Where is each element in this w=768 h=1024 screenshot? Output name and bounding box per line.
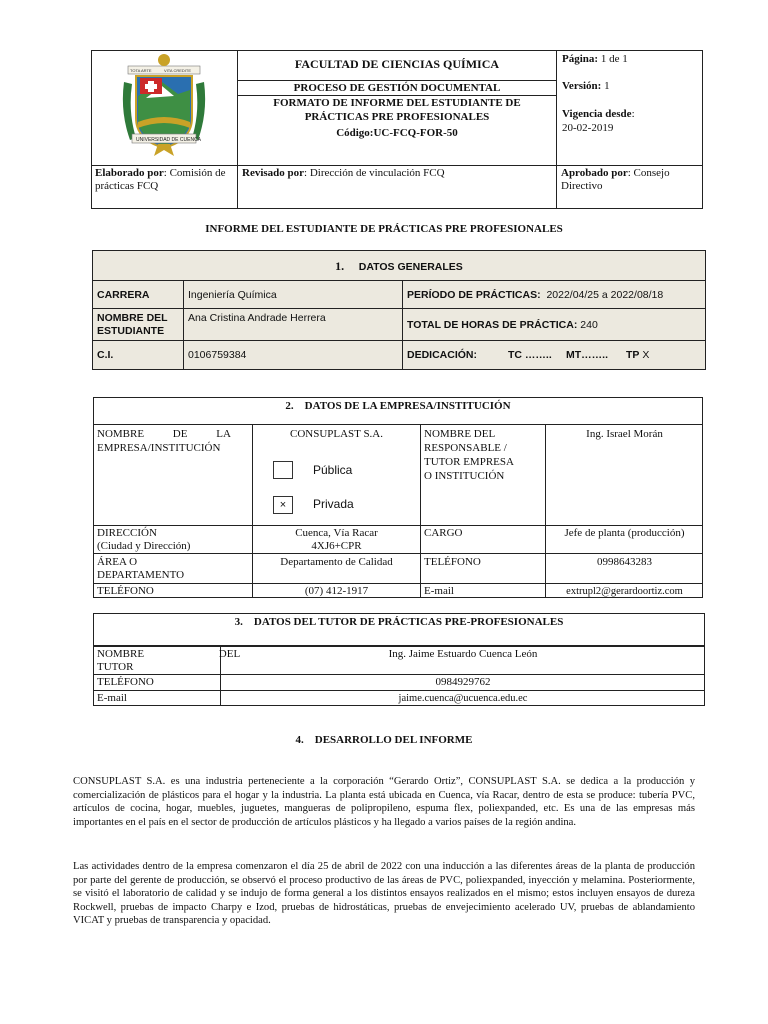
tutor-value: Ing. Jaime Estuardo Cuenca León xyxy=(388,648,538,660)
format-title-line2: PRÁCTICAS PRE PROFESIONALES xyxy=(304,111,490,123)
ci-value: 0106759384 xyxy=(188,349,247,361)
period-cell xyxy=(407,289,663,302)
document-code: Código:UC-FCQ-FOR-50 xyxy=(336,127,458,139)
header-divider xyxy=(91,165,703,166)
cargo-value: Jefe de planta (producción) xyxy=(564,527,685,539)
section1-divider xyxy=(92,340,706,341)
section3-heading xyxy=(93,616,705,629)
section2-divider xyxy=(93,525,703,526)
section1-heading xyxy=(92,260,706,274)
approved-cell: Aprobado por: Consejo Directivo xyxy=(561,167,670,192)
section1-heading-num: 1. xyxy=(335,259,345,273)
hours-value: 240 xyxy=(580,319,598,331)
company-value: CONSUPLAST S.A. xyxy=(289,428,384,440)
cargo-label: CARGO xyxy=(424,527,463,539)
header-divider xyxy=(237,80,556,81)
tutor-label-2: TUTOR xyxy=(97,661,134,673)
address-label-2: (Ciudad y Dirección) xyxy=(97,540,191,552)
reviewed-value: Dirección de vinculación FCQ xyxy=(309,167,445,179)
private-label: Privada xyxy=(313,497,354,511)
company-label-2: EMPRESA/INSTITUCIÓN xyxy=(97,442,221,454)
address-label-1: DIRECCIÓN xyxy=(97,527,157,539)
page-info xyxy=(562,53,628,66)
responsible-value: Ing. Israel Morán xyxy=(586,428,663,440)
dedication-mt: MT…….. xyxy=(566,349,608,361)
section2-heading-text: DATOS DE LA EMPRESA/INSTITUCIÓN xyxy=(304,400,511,412)
logo-text-left: TOTA ARTE xyxy=(130,68,152,73)
section2-divider xyxy=(252,424,253,598)
section1-divider xyxy=(92,308,706,309)
format-title-line1: FORMATO DE INFORME DEL ESTUDIANTE DE xyxy=(273,97,521,109)
elaborated-value: Comisión de prácticas FCQ xyxy=(95,167,226,192)
reviewed-cell: Revisado por: Dirección de vinculación FCQ xyxy=(242,167,445,179)
section3-heading-text: DATOS DEL TUTOR DE PRÁCTICAS PRE-PROFESIONALES xyxy=(253,616,564,628)
approved-value: Consejo Directivo xyxy=(561,167,670,192)
document-title: INFORME DEL ESTUDIANTE DE PRÁCTICAS PRE PROFESIONALES xyxy=(205,223,563,235)
section2-divider xyxy=(93,424,703,425)
responsible-label-1: NOMBRE DEL xyxy=(424,428,496,440)
hours-label: TOTAL DE HORAS DE PRÁCTICA: xyxy=(407,319,578,331)
validity-value: 20-02-2019 xyxy=(562,122,614,134)
hours-cell xyxy=(407,319,598,332)
version-label: Versión: xyxy=(562,80,602,92)
tutor-email-value[interactable]: jaime.cuenca@ucuenca.edu.ec xyxy=(398,693,528,704)
ci-label: C.I. xyxy=(97,349,114,361)
validity-label: Vigencia desde xyxy=(562,108,632,120)
dedication-label: DEDICACIÓN: xyxy=(407,349,477,361)
tutor-label-1: NOMBRE DEL xyxy=(97,648,241,660)
student-value: Ana Cristina Andrade Herrera xyxy=(188,312,326,324)
logo-text-right: VITA CREDITE xyxy=(164,68,192,73)
section2-divider xyxy=(93,583,703,584)
logo-text-bottom: UNIVERSIDAD DE CUENCA xyxy=(136,137,202,143)
section3-divider xyxy=(93,674,705,675)
responsible-phone-value: 0998643283 xyxy=(597,556,652,568)
dedication-tp-label: TP xyxy=(626,349,640,361)
section2-heading-num: 2. xyxy=(285,400,294,412)
report-paragraph-2: Las actividades dentro de la empresa comenzaron el día 25 de abril de 2022 con una inducción a las diferentes áreas de la planta de producción por parte del gerente de producción, se observó el proceso productivo de las áreas de PVC, poliexpanded, inyección y melamina. Posteriormente, se visitó el laboratorio de calidad y se indujo de forma general a los distintos ensayos realizados en el mismo; estos incluyen ensayos de dureza Rockwell, pruebas de impacto Charpy e Izod, pruebas de hidrostáticas, pruebas de envejecimiento acelerado UV, pruebas de ablandamiento VICAT y pruebas de transparencia y opacidad. xyxy=(73,861,695,927)
public-checkbox[interactable] xyxy=(273,461,293,479)
tutor-email-label: E-mail xyxy=(97,692,127,704)
dedication-tp-mark: X xyxy=(642,349,650,361)
section2-divider xyxy=(420,424,421,598)
elaborated-label: Elaborado por xyxy=(95,167,164,179)
section1-divider xyxy=(402,280,403,370)
company-email-label: E-mail xyxy=(424,585,454,597)
version-value: 1 xyxy=(604,80,610,92)
address-value-2: 4XJ6+CPR xyxy=(311,540,362,552)
responsible-label-3: TUTOR EMPRESA xyxy=(424,456,514,468)
company-phone-value: (07) 412-1917 xyxy=(304,585,369,597)
page-value: 1 de 1 xyxy=(600,53,628,65)
section4-heading-num: 4. xyxy=(295,734,304,746)
section2-heading xyxy=(93,400,703,413)
career-label: CARRERA xyxy=(97,289,150,301)
dedication-tp xyxy=(626,349,649,362)
report-paragraph-1: CONSUPLAST S.A. es una industria perteneciente a la corporación “Gerardo Ortiz”, CONSUPLAST S.A. se dedica a la producción y comercialización de plásticos para el hogar y la industria. La planta está ubicada en Cuenca, vía Racar, dentro de esta se produce: tubería PVC, artículos de cocina, hogar, muebles, juguetes, mangueras de polipropileno, espuma flex, poliexpanded, etc. Es una de las empresas más importantes en el país en el sector de producción de artículos plásticos y ha llegado a varios países de la región andina. xyxy=(73,776,695,828)
period-value: 2022/04/25 a 2022/08/18 xyxy=(546,289,664,301)
header-divider xyxy=(556,50,557,209)
section2-divider xyxy=(545,424,546,598)
tutor-phone-value: 0984929762 xyxy=(435,676,491,688)
header-divider xyxy=(237,95,556,96)
section1-heading-text: DATOS GENERALES xyxy=(358,261,463,273)
private-checkbox[interactable]: × xyxy=(273,496,293,514)
company-label-1-text: NOMBRE DE LA xyxy=(97,428,231,440)
section1-divider xyxy=(92,280,706,281)
public-label: Pública xyxy=(313,463,353,477)
student-label-2: ESTUDIANTE xyxy=(97,325,165,337)
section4-heading xyxy=(0,734,768,747)
address-value-1: Cuenca, Vía Racar xyxy=(295,527,378,539)
version-info xyxy=(562,80,610,93)
student-label-1: NOMBRE DEL xyxy=(97,312,168,324)
process-title: PROCESO DE GESTIÓN DOCUMENTAL xyxy=(293,82,501,94)
responsible-label-4: O INSTITUCIÓN xyxy=(424,470,505,482)
career-value: Ingeniería Química xyxy=(188,289,277,301)
company-label-1 xyxy=(97,428,246,441)
area-label-1: ÁREA O xyxy=(97,556,138,568)
area-value: Departamento de Calidad xyxy=(280,556,393,568)
section1-divider xyxy=(183,280,184,370)
approved-label: Aprobado por xyxy=(561,167,628,179)
dedication-tc: TC …….. xyxy=(508,349,552,361)
tutor-phone-label: TELÉFONO xyxy=(97,676,154,688)
section4-heading-text: DESARROLLO DEL INFORME xyxy=(314,734,473,746)
responsible-phone-label: TELÉFONO xyxy=(424,556,481,568)
page-label: Página: xyxy=(562,53,599,65)
period-label: PERÍODO DE PRÁCTICAS: xyxy=(407,289,541,301)
responsible-label-2: RESPONSABLE / xyxy=(424,442,507,454)
university-logo xyxy=(118,52,210,164)
section3-heading-num: 3. xyxy=(234,616,243,628)
reviewed-label: Revisado por xyxy=(242,167,305,179)
company-email-value[interactable]: extrupl2@gerardoortiz.com xyxy=(566,586,683,597)
section2-divider xyxy=(93,553,703,554)
elaborated-cell: Elaborado por: Comisión de prácticas FCQ xyxy=(95,167,226,192)
section3-divider xyxy=(93,690,705,691)
validity-info: Vigencia desde: xyxy=(562,108,635,120)
company-phone-label: TELÉFONO xyxy=(97,585,154,597)
faculty-title: FACULTAD DE CIENCIAS QUÍMICA xyxy=(294,57,500,71)
area-label-2: DEPARTAMENTO xyxy=(97,569,185,581)
